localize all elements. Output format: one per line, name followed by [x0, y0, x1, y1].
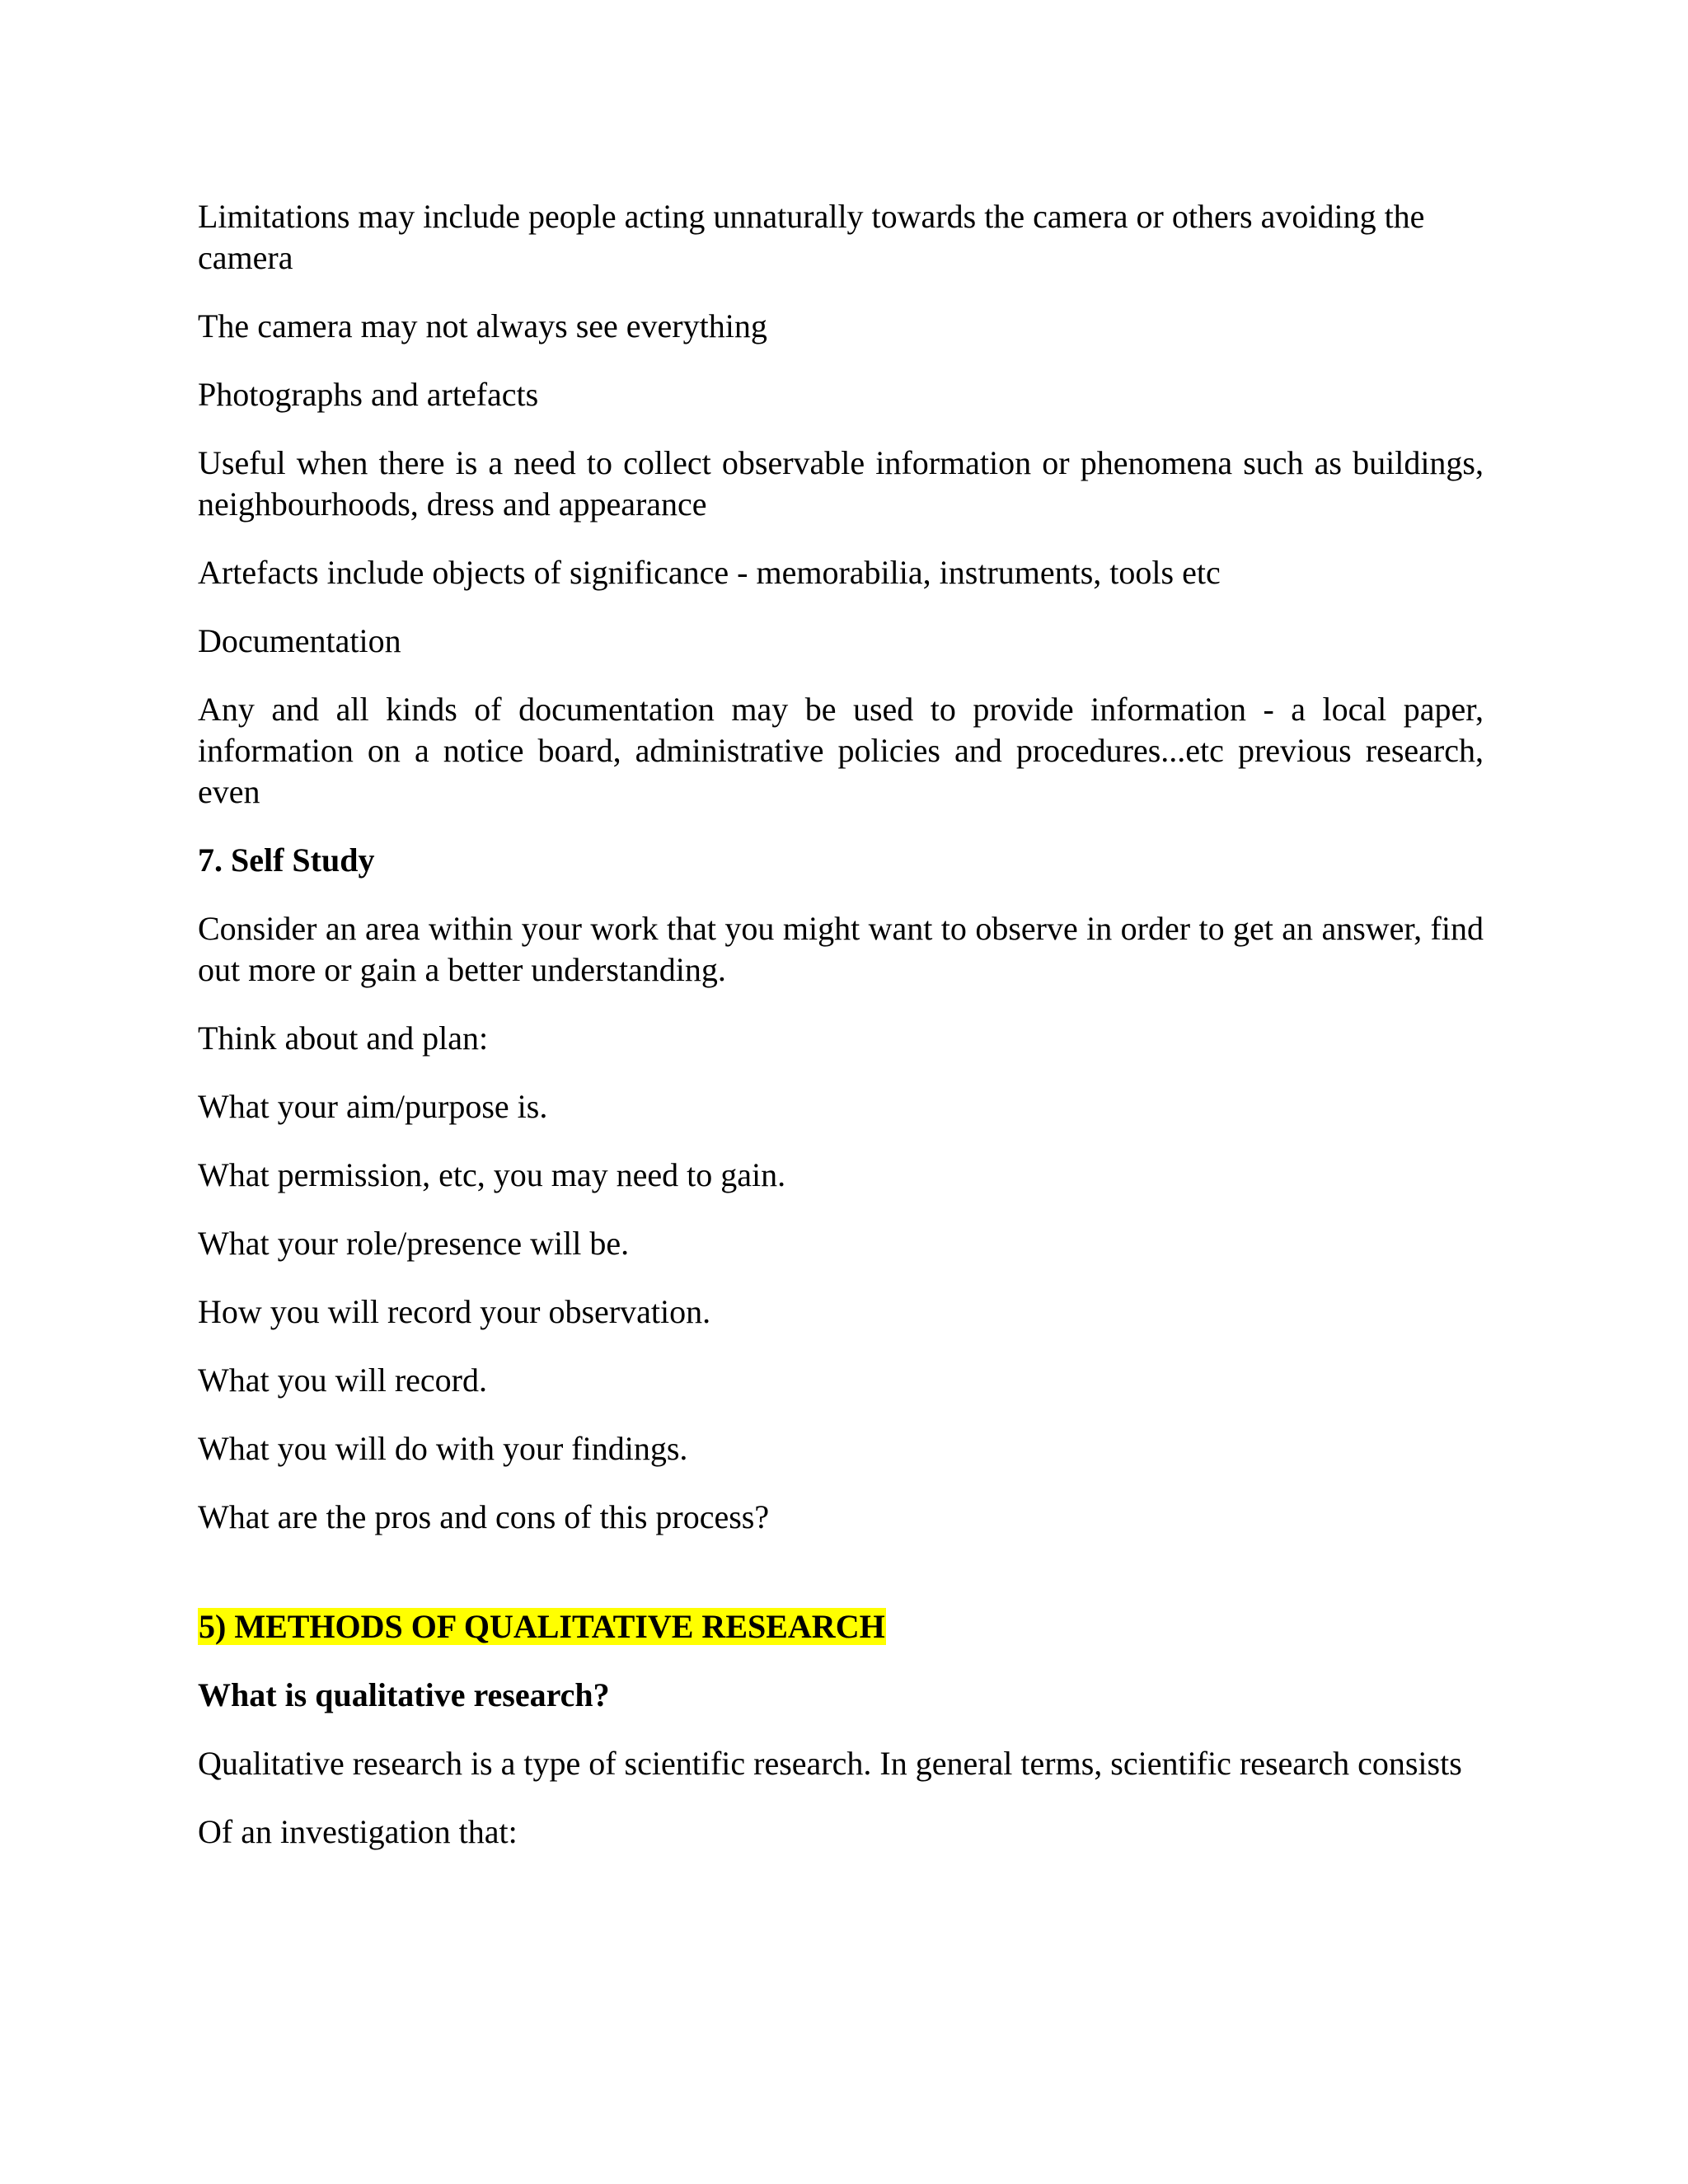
paragraph-investigation: Of an investigation that:	[198, 1813, 518, 1850]
list-item-permission: What permission, etc, you may need to gain.	[198, 1156, 786, 1193]
highlighted-heading-methods: 5) METHODS OF QUALITATIVE RESEARCH	[199, 1608, 885, 1645]
subheading-documentation: Documentation	[198, 622, 401, 659]
paragraph-qualitative-definition: Qualitative research is a type of scientific research. In general terms, scientific research consists	[198, 1745, 1462, 1782]
list-item-aim: What your aim/purpose is.	[198, 1088, 548, 1125]
paragraph-limitations: Limitations may include people acting unnaturally towards the camera or others avoiding the camera	[198, 198, 1425, 276]
paragraph-artefacts: Artefacts include objects of significance - memorabilia, instruments, tools etc	[198, 554, 1221, 591]
paragraph-documentation-kinds: Any and all kinds of documentation may be used to provide information - a local paper, information on a notice board, administrative policies and procedures...etc previous research, even	[198, 691, 1484, 810]
list-item-pros-cons: What are the pros and cons of this process?	[198, 1498, 770, 1535]
paragraph-consider-area: Consider an area within your work that you might want to observe in order to get an answer, find out more or gain a better understanding.	[198, 910, 1484, 988]
paragraph-camera-visibility: The camera may not always see everything	[198, 307, 767, 344]
paragraph-observable-information: Useful when there is a need to collect observable information or phenomena such as buildings, neighbourhoods, dress and appearance	[198, 444, 1484, 523]
list-item-findings: What you will do with your findings.	[198, 1430, 688, 1467]
list-item-record-what: What you will record.	[198, 1361, 487, 1399]
subheading-photographs-artefacts: Photographs and artefacts	[198, 376, 539, 413]
document-page	[198, 196, 1484, 1880]
heading-what-is-qualitative: What is qualitative research?	[198, 1676, 610, 1713]
list-item-role: What your role/presence will be.	[198, 1225, 630, 1262]
paragraph-think-plan: Think about and plan:	[198, 1019, 489, 1057]
heading-self-study: 7. Self Study	[198, 841, 375, 879]
list-item-record-how: How you will record your observation.	[198, 1293, 711, 1330]
section-heading	[198, 1606, 1484, 1647]
